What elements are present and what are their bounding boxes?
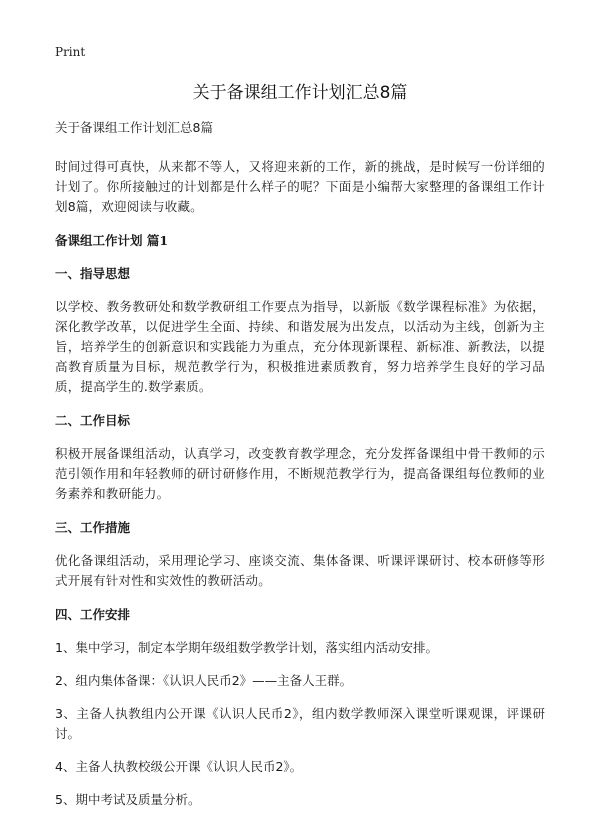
section-heading-guiding-ideology: 一、指导思想 (55, 266, 131, 281)
list-item: 5、期中考试及质量分析。 (55, 792, 201, 807)
section-text-work-measures: 优化备课组活动，采用理论学习、座谈交流、集体备课、听课评课研讨、校本研修等形式开展有针对性和实效性的教研活动。 (55, 553, 545, 588)
list-item: 4、主备人执教校级公开课《认识人民币2》。 (55, 759, 303, 774)
section-heading-work-schedule: 四、工作安排 (55, 607, 131, 622)
plan-heading: 备课组工作计划 篇1 (55, 233, 169, 248)
print-label[interactable]: Print (55, 45, 86, 59)
list-item: 2、组内集体备课：《认识人民币2》——主备人王群。 (55, 673, 353, 688)
section-heading-work-goals: 二、工作目标 (55, 413, 131, 428)
document-content (55, 118, 545, 823)
section-text-work-goals: 积极开展备课组活动，认真学习，改变教育教学理念，充分发挥备课组中骨干教师的示范引领作用和年轻教师的研讨研修作用，不断规范教学行为，提高备课组每位教师的业务素养和教研能力。 (55, 446, 545, 501)
page-title: 关于备课组工作计划汇总8篇 (192, 83, 408, 103)
section-text-guiding-ideology: 以学校、教务教研处和数学教研组工作要点为指导，以新版《数学课程标准》为依据，深化教学改革，以促进学生全面、持续、和谐发展为出发点，以活动为主线，创新为主旨，培养学生的创新意识和实践能力为重点，充分体现新课程、新标准、新教法，以提高教育质量为目标，规范教学行为，积极推进素质教育，努力培养学生良好的学习品质，提高学生的.数学素质。 (55, 299, 545, 394)
intro-paragraph: 时间过得可真快，从来都不等人，又将迎来新的工作，新的挑战，是时候写一份详细的计划了。你所接触过的计划都是什么样子的呢？下面是小编帮大家整理的备课组工作计划8篇，欢迎阅读与收藏。 (55, 159, 545, 214)
section-heading-work-measures: 三、工作措施 (55, 520, 131, 535)
list-item: 3、主备人执教组内公开课《认识人民币2》，组内数学教师深入课堂听课观课，评课研讨。 (55, 706, 545, 741)
list-item: 1、集中学习，制定本学期年级组数学教学计划，落实组内活动安排。 (55, 640, 438, 655)
document-subtitle: 关于备课组工作计划汇总8篇 (55, 120, 213, 135)
